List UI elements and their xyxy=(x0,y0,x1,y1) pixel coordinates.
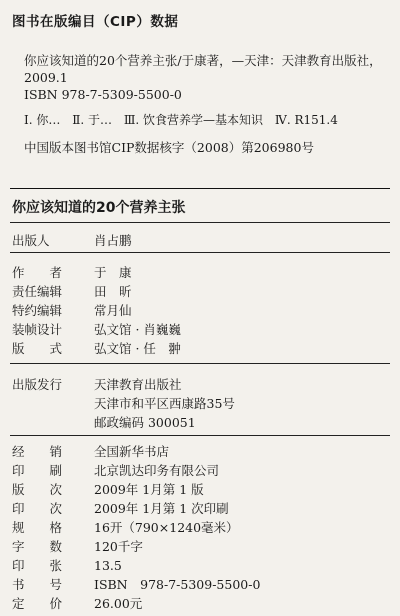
divider xyxy=(10,252,390,253)
credit-value: 弘文馆 · 肖巍巍 xyxy=(94,322,181,337)
divider xyxy=(10,363,390,364)
credit-label: 版 式 xyxy=(12,341,63,356)
detail-value: 2009年 1月第 1 次印刷 xyxy=(94,501,229,516)
credit-label: 出版人 xyxy=(12,233,50,248)
credit-layout xyxy=(12,339,181,357)
publish-label: 出版发行 xyxy=(12,377,63,392)
credit-editor xyxy=(12,282,132,300)
cip-categories xyxy=(24,112,389,129)
detail-row xyxy=(12,499,229,517)
credit-label: 装帧设计 xyxy=(12,322,63,337)
detail-value: 13.5 xyxy=(94,558,122,573)
cip-data-number: 中国版本图书馆CIP数据核字（2008）第206980号 xyxy=(24,140,314,155)
cip-heading: 图书在版编目（CIP）数据 xyxy=(12,14,179,30)
cip-entry-line2: 2009.1 xyxy=(24,70,68,85)
detail-label: 印 张 xyxy=(12,558,63,573)
detail-value: ISBN 978-7-5309-5500-0 xyxy=(94,577,261,592)
credit-value: 弘文馆 · 任 翀 xyxy=(94,341,181,356)
divider xyxy=(10,222,390,223)
detail-row xyxy=(12,575,260,593)
credit-label: 作 者 xyxy=(12,265,63,280)
detail-label: 书 号 xyxy=(12,577,63,592)
detail-value: 16开（790×1240毫米） xyxy=(94,520,239,535)
credit-value: 肖占鹏 xyxy=(94,233,132,248)
detail-row xyxy=(12,537,143,555)
credit-author xyxy=(12,263,132,281)
detail-label: 字 数 xyxy=(12,539,63,554)
credit-publisher-person xyxy=(12,231,132,249)
credit-special-editor xyxy=(12,301,132,319)
detail-label: 版 次 xyxy=(12,482,63,497)
detail-row xyxy=(12,556,122,574)
cip-block xyxy=(24,52,389,156)
cip-isbn: ISBN 978-7-5309-5500-0 xyxy=(24,87,182,102)
credit-value: 常月仙 xyxy=(94,303,132,318)
credit-design xyxy=(12,320,181,338)
detail-row xyxy=(12,461,219,479)
credit-label: 责任编辑 xyxy=(12,284,63,299)
detail-value: 北京凯达印务有限公司 xyxy=(94,463,220,478)
detail-row xyxy=(12,518,239,536)
detail-label: 定 价 xyxy=(12,596,63,611)
detail-label: 规 格 xyxy=(12,520,63,535)
detail-row xyxy=(12,594,142,612)
detail-value: 26.00元 xyxy=(94,596,143,611)
detail-label: 经 销 xyxy=(12,444,63,459)
detail-row xyxy=(12,480,204,498)
detail-label: 印 次 xyxy=(12,501,63,516)
cip-category: Ⅰ. 你… xyxy=(24,113,61,127)
detail-label: 印 刷 xyxy=(12,463,63,478)
cip-entry-line1: 你应该知道的20个营养主张/于康著，—天津：天津教育出版社， xyxy=(24,53,382,68)
publisher-address: 天津市和平区西康路35号 xyxy=(94,396,235,411)
credit-value: 于 康 xyxy=(94,265,132,280)
cip-category: Ⅱ. 于… xyxy=(72,113,112,127)
detail-value: 全国新华书店 xyxy=(94,444,170,459)
credit-value: 田 昕 xyxy=(94,284,132,299)
publisher-postcode: 邮政编码 300051 xyxy=(94,415,196,430)
book-title: 你应该知道的20个营养主张 xyxy=(12,200,186,216)
detail-value: 2009年 1月第 1 版 xyxy=(94,482,204,497)
divider xyxy=(10,188,390,189)
detail-value: 120千字 xyxy=(94,539,143,554)
publish-info xyxy=(12,375,182,393)
publisher-name: 天津教育出版社 xyxy=(94,377,182,392)
cip-category: Ⅳ. R151.4 xyxy=(274,113,338,127)
detail-row xyxy=(12,442,169,460)
credit-label: 特约编辑 xyxy=(12,303,63,318)
cip-category: Ⅲ. 饮食营养学—基本知识 xyxy=(123,113,264,127)
divider xyxy=(10,435,390,436)
